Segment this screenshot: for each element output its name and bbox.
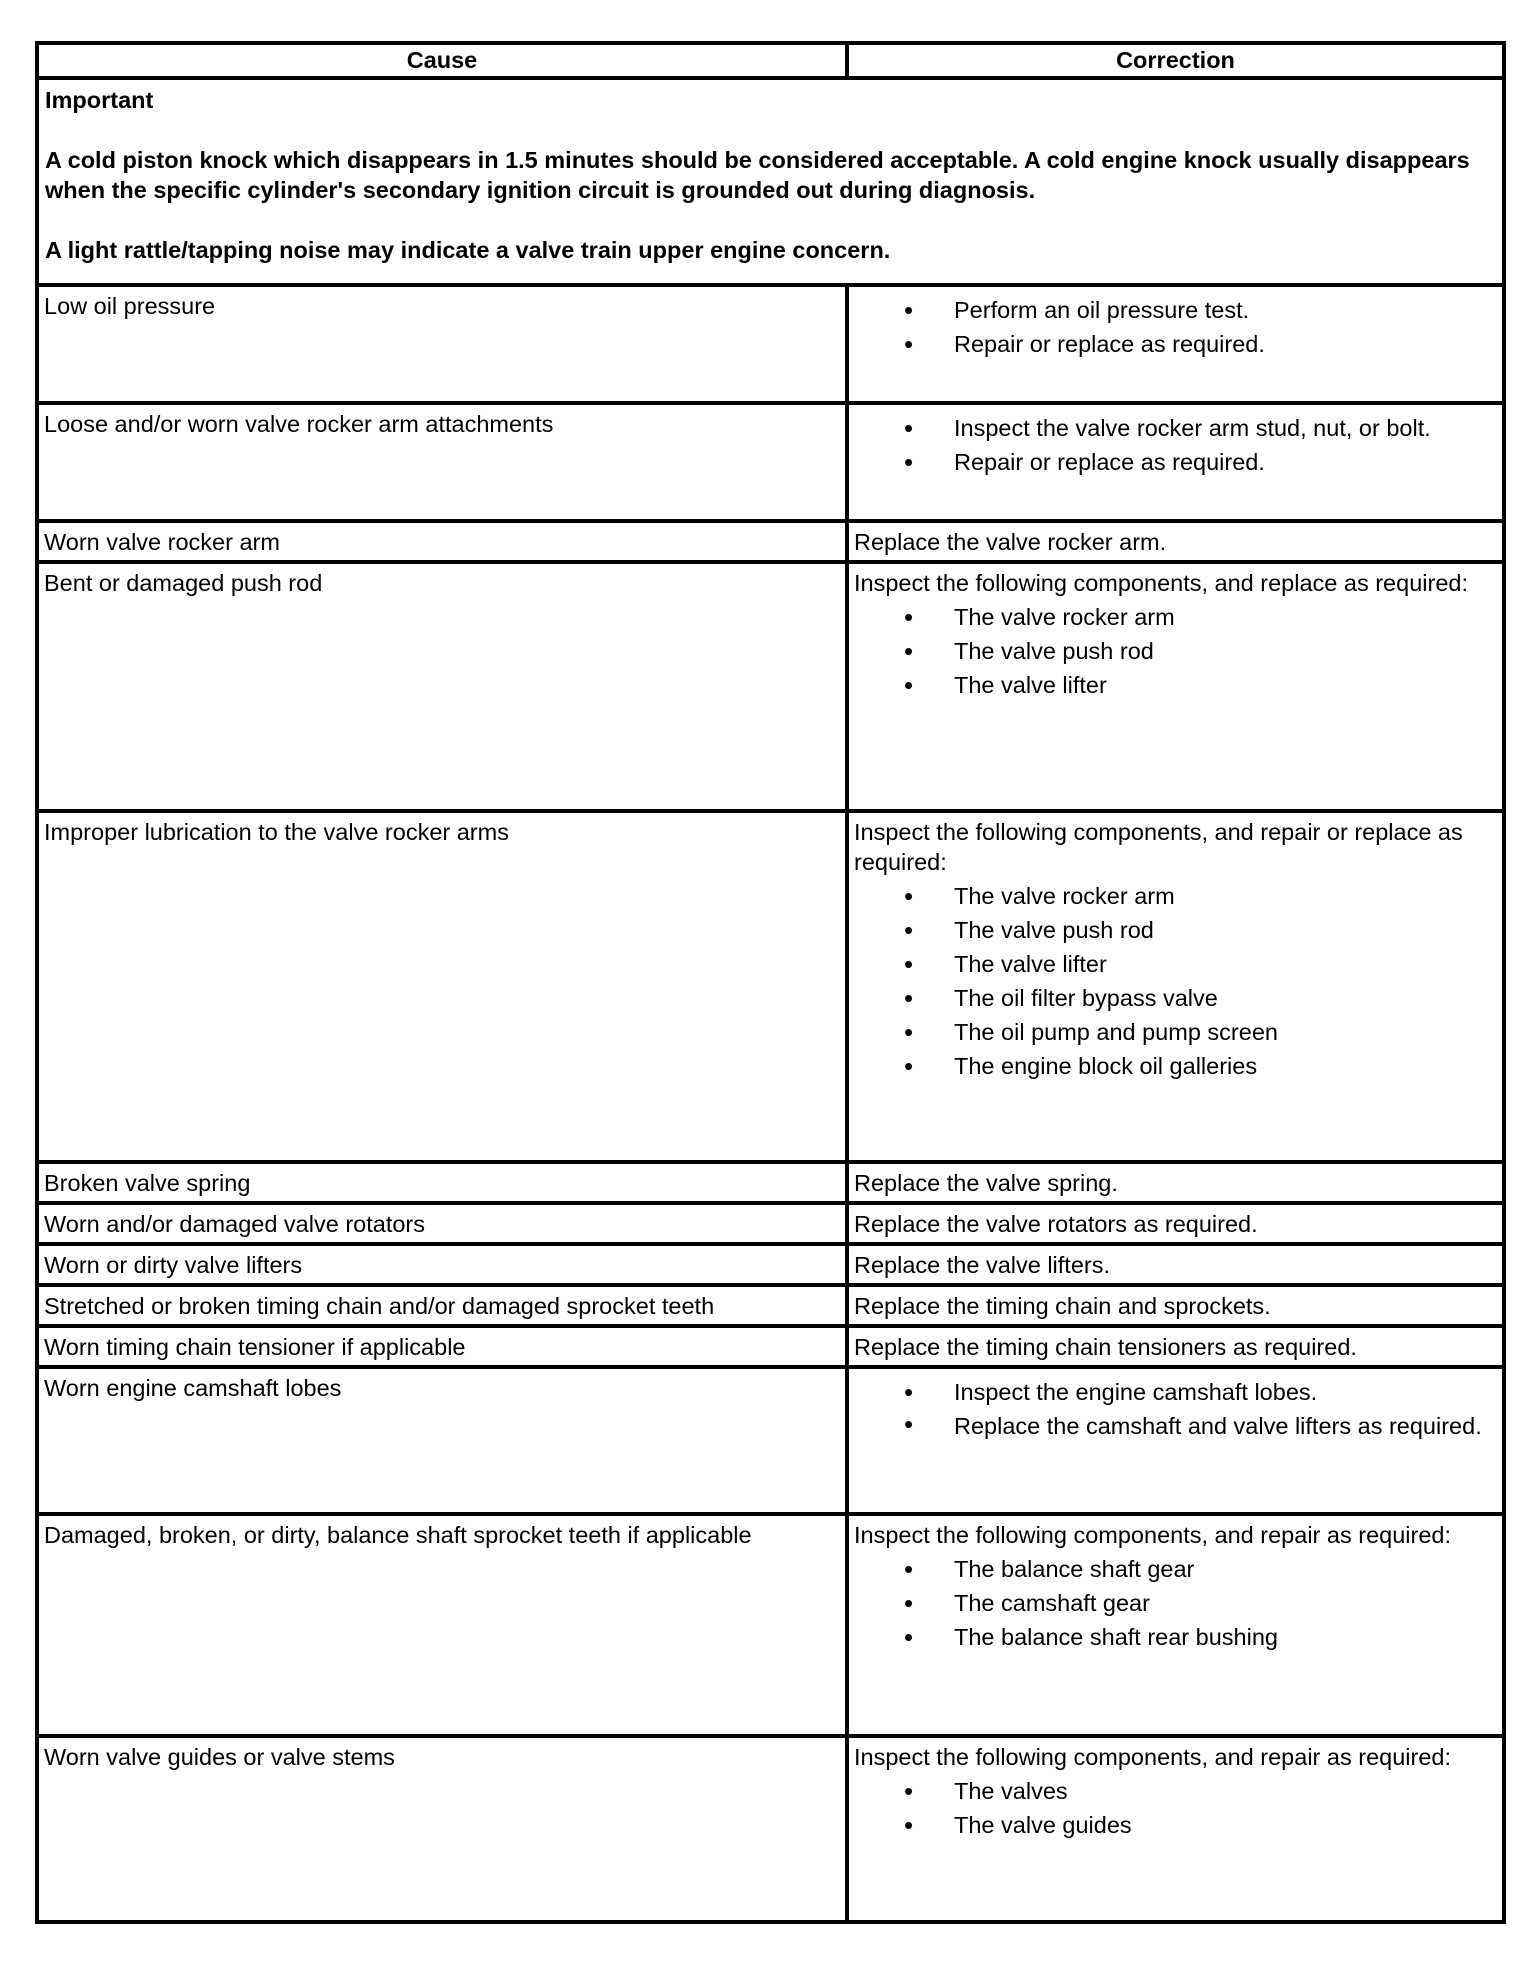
important-note (37, 78, 1504, 285)
correction-cell: Replace the timing chain tensioners as required. (847, 1326, 1504, 1367)
correction-intro: Inspect the following components, and replace as required: (854, 570, 1468, 596)
table-row (37, 1736, 1504, 1922)
correction-cell: Replace the valve rotators as required. (847, 1203, 1504, 1244)
cause-header: Cause (37, 43, 847, 78)
cause-cell: Bent or damaged push rod (37, 562, 847, 811)
note-paragraph: A light rattle/tapping noise may indicate a valve train upper engine concern. (45, 237, 891, 263)
cause-cell: Worn valve rocker arm (37, 521, 847, 562)
table-row (37, 1514, 1504, 1736)
cause-cell: Loose and/or worn valve rocker arm attachments (37, 403, 847, 521)
table-row (37, 1162, 1504, 1203)
correction-cell: Replace the valve rocker arm. (847, 521, 1504, 562)
list-item: • The engine block oil galleries (854, 1049, 1498, 1083)
list-item: • The valves (854, 1774, 1498, 1808)
correction-list (854, 1552, 1498, 1654)
table-row (37, 1367, 1504, 1514)
cause-cell: Worn and/or damaged valve rotators (37, 1203, 847, 1244)
list-item: • The valve rocker arm (854, 600, 1498, 634)
correction-intro: Inspect the following components, and repair as required: (854, 1522, 1451, 1548)
correction-list (854, 293, 1498, 361)
correction-header: Correction (847, 43, 1504, 78)
correction-cell (847, 1367, 1504, 1514)
list-item: • Repair or replace as required. (854, 445, 1498, 479)
cause-cell: Broken valve spring (37, 1162, 847, 1203)
header-row (37, 43, 1504, 78)
list-item: • The valve rocker arm (854, 879, 1498, 913)
correction-intro: Inspect the following components, and repair or replace as required: (854, 819, 1463, 875)
correction-list (854, 1375, 1498, 1441)
table-row (37, 1326, 1504, 1367)
important-note-row (37, 78, 1504, 285)
note-paragraph: A cold piston knock which disappears in 1.5 minutes should be considered acceptable. A cold engine knock usually disappears when the specific cylinder's secondary ignition circuit is grounded out during diagnosis. (45, 147, 1470, 203)
list-item: • The oil pump and pump screen (854, 1015, 1498, 1049)
cause-cell: Worn valve guides or valve stems (37, 1736, 847, 1922)
table-row (37, 403, 1504, 521)
list-item: • Perform an oil pressure test. (854, 293, 1498, 327)
list-item: • Repair or replace as required. (854, 327, 1498, 361)
correction-list (854, 879, 1498, 1083)
cause-cell: Stretched or broken timing chain and/or damaged sprocket teeth (37, 1285, 847, 1326)
table-row (37, 1244, 1504, 1285)
correction-list (854, 1774, 1498, 1842)
correction-list (854, 411, 1498, 479)
list-item: • The valve push rod (854, 913, 1498, 947)
cause-cell: Worn engine camshaft lobes (37, 1367, 847, 1514)
correction-intro: Inspect the following components, and repair as required: (854, 1744, 1451, 1770)
correction-cell (847, 1736, 1504, 1922)
list-item: • Inspect the engine camshaft lobes. (854, 1375, 1498, 1409)
cause-cell: Improper lubrication to the valve rocker arms (37, 811, 847, 1162)
list-item: • The camshaft gear (854, 1586, 1498, 1620)
list-item: • The oil filter bypass valve (854, 981, 1498, 1015)
note-title: Important (45, 87, 154, 113)
correction-cell: Replace the valve spring. (847, 1162, 1504, 1203)
correction-cell: Replace the timing chain and sprockets. (847, 1285, 1504, 1326)
table-row (37, 562, 1504, 811)
table-row (37, 521, 1504, 562)
cause-cell: Worn or dirty valve lifters (37, 1244, 847, 1285)
cause-cell: Damaged, broken, or dirty, balance shaft sprocket teeth if applicable (37, 1514, 847, 1736)
cause-cell: Worn timing chain tensioner if applicable (37, 1326, 847, 1367)
list-item: • The valve guides (854, 1808, 1498, 1842)
list-item: • Replace the camshaft and valve lifters as required. (854, 1409, 1498, 1441)
correction-cell (847, 811, 1504, 1162)
list-item: • The valve push rod (854, 634, 1498, 668)
list-item: • The valve lifter (854, 668, 1498, 702)
table-row (37, 1285, 1504, 1326)
table-row (37, 1203, 1504, 1244)
table-row (37, 811, 1504, 1162)
list-item: • The valve lifter (854, 947, 1498, 981)
list-item: • Inspect the valve rocker arm stud, nut, or bolt. (854, 411, 1498, 445)
cause-cell: Low oil pressure (37, 285, 847, 403)
correction-list (854, 600, 1498, 702)
diagnostic-table (35, 41, 1506, 1924)
correction-cell (847, 562, 1504, 811)
correction-cell: Replace the valve lifters. (847, 1244, 1504, 1285)
correction-cell (847, 285, 1504, 403)
table-row (37, 285, 1504, 403)
correction-cell (847, 403, 1504, 521)
correction-cell (847, 1514, 1504, 1736)
list-item: • The balance shaft rear bushing (854, 1620, 1498, 1654)
list-item: • The balance shaft gear (854, 1552, 1498, 1586)
